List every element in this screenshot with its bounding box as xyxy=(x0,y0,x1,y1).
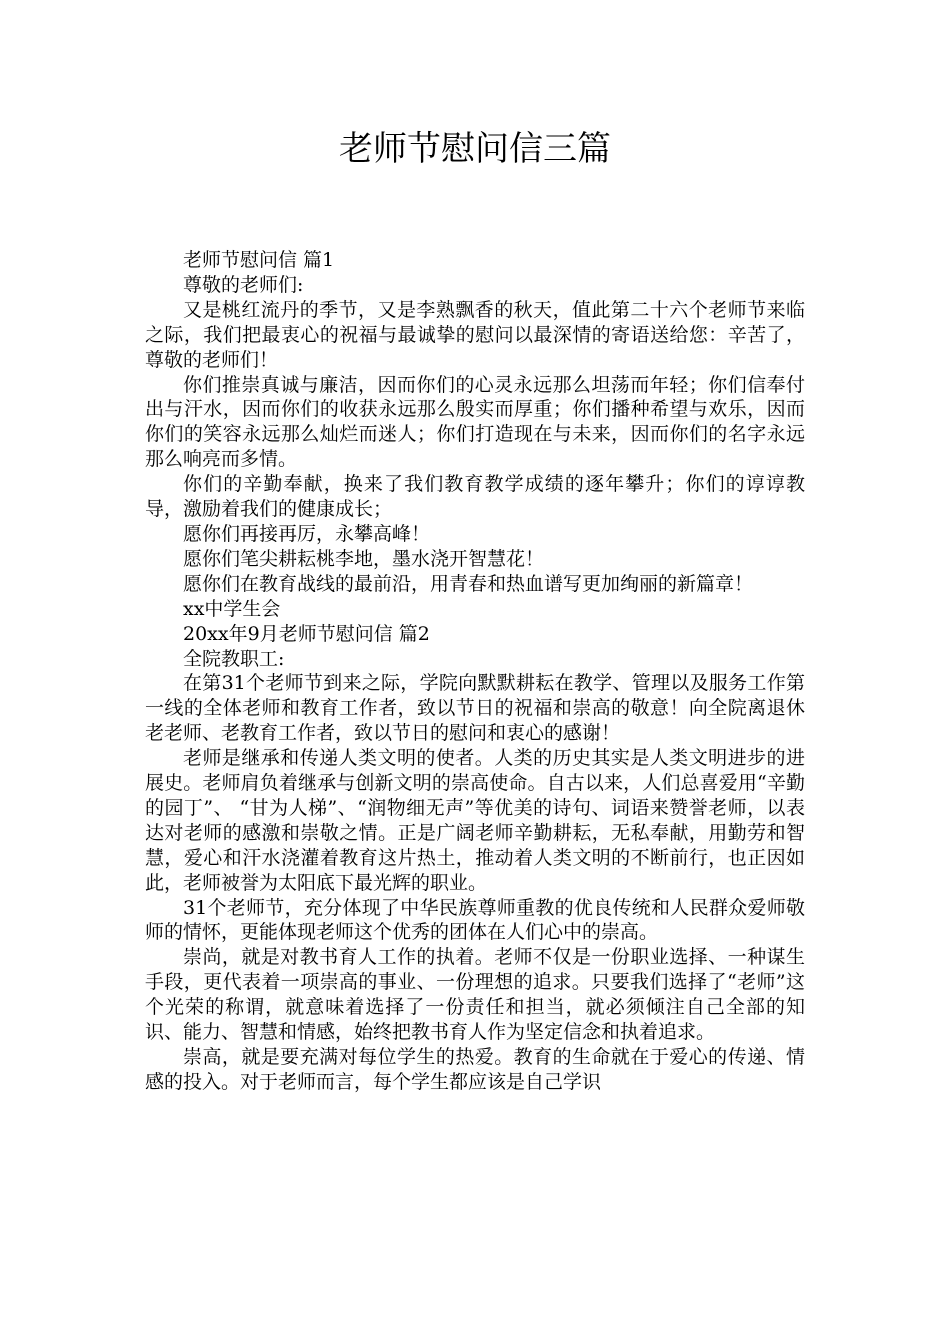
paragraph: 愿你们再接再厉，永攀高峰！ xyxy=(183,522,431,545)
paragraph: 31个老师节，充分体现了中华民族尊师重教的优良传统和人民群众爱师敬师的情怀，更能体现老师这个优秀的团体在人们心中的崇高。 xyxy=(145,896,805,944)
paragraph: 老师是继承和传递人类文明的使者。人类的历史其实是人类文明进步的进展史。老师肩负着继承与创新文明的崇高使命。自古以来，人们总喜爱用“辛勤的园丁”、 “甘为人梯”、“润物细无声”等优美的诗句、词语来赞誉老师，以表达对老师的感激和崇敬之情。正是广阔老师辛勤耕耘，无私奉献，用勤劳和智慧，爱心和汗水浇灌着教育这片热土，推动着人类文明的不断前行，也正因如此，老师被誉为太阳底下最光辉的职业。 xyxy=(145,747,805,894)
salutation-1: 尊敬的老师们: xyxy=(183,273,304,296)
paragraph: 你们推崇真诚与廉洁，因而你们的心灵永远那么坦荡而年轻；你们信奉付出与汗水，因而你们的收获永远那么殷实而厚重；你们播种希望与欢乐，因而你们的笑容永远那么灿烂而迷人；你们打造现在与未来，因而你们的名字永远那么响亮而多情。 xyxy=(145,373,805,471)
paragraph: 又是桃红流丹的季节，又是李熟飘香的秋天，值此第二十六个老师节来临之际，我们把最衷心的祝福与最诚挚的慰问以最深情的寄语送给您：辛苦了，尊敬的老师们！ xyxy=(145,298,805,371)
section-heading-1: 老师节慰问信 篇1 xyxy=(183,249,335,271)
signature: xx中学生会 xyxy=(183,597,281,620)
paragraph: 崇高，就是要充满对每位学生的热爱。教育的生命就在于爱心的传递、情感的投入。对于老师而言，每个学生都应该是自己学识 xyxy=(145,1046,805,1093)
paragraph: 愿你们笔尖耕耘桃李地，墨水浇开智慧花！ xyxy=(183,547,545,570)
paragraph: 在第31个老师节到来之际，学院向默默耕耘在教学、管理以及服务工作第一线的全体老师和教育工作者，致以节日的祝福和崇高的敬意！向全院离退休老老师、老教育工作者，致以节日的慰问和衷心的感谢！ xyxy=(145,672,805,745)
paragraph: 你们的辛勤奉献，换来了我们教育教学成绩的逐年攀升；你们的谆谆教导，激励着我们的健康成长； xyxy=(145,473,805,521)
document-title: 老师节慰问信三篇 xyxy=(339,129,611,169)
document-body xyxy=(145,248,805,1095)
salutation-2: 全院教职工: xyxy=(183,647,285,670)
section-heading-2: 20xx年9月老师节慰问信 篇2 xyxy=(183,622,430,645)
paragraph: 崇尚，就是对教书育人工作的执着。老师不仅是一份职业选择、一种谋生手段，更代表着一项崇高的事业、一份理想的追求。只要我们选择了“老师”这个光荣的称谓，就意味着选择了一份责任和担当，就必须倾注自己全部的知识、能力、智慧和情感，始终把教书育人作为坚定信念和执着追求。 xyxy=(145,946,805,1044)
paragraph: 愿你们在教育战线的最前沿，用青春和热血谱写更加绚丽的新篇章！ xyxy=(183,572,754,595)
